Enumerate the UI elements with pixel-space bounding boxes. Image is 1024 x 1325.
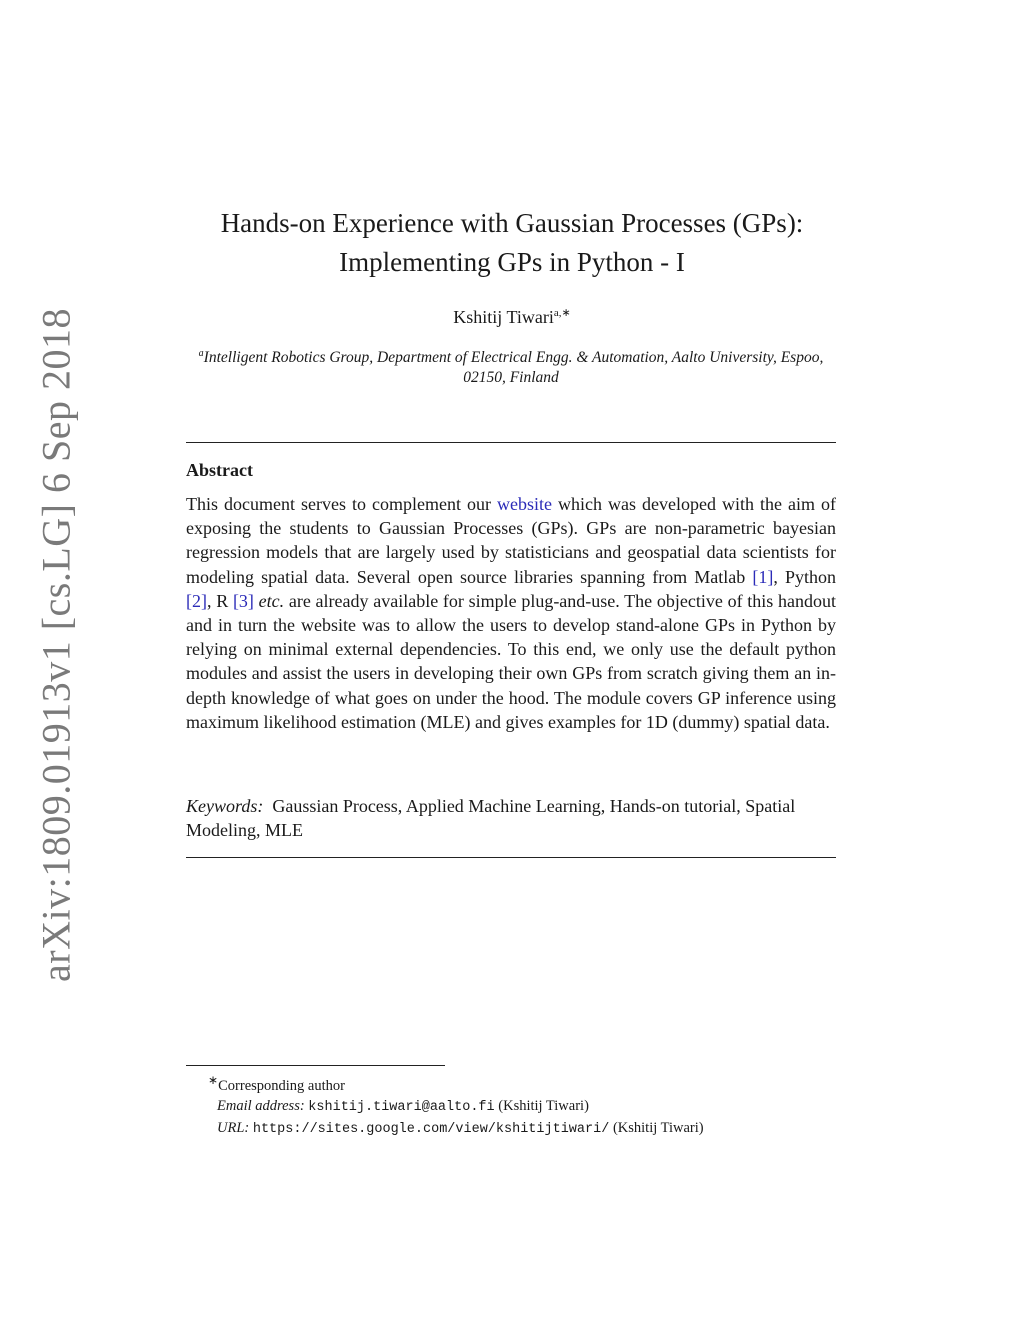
abstract-text-1: This document serves to complement our — [186, 494, 497, 514]
author-name: Kshitij Tiwari — [453, 307, 554, 327]
url-owner: (Kshitij Tiwari) — [612, 1119, 704, 1136]
abstract-heading: Abstract — [186, 460, 253, 480]
top-rule — [186, 442, 836, 443]
citation-2-link[interactable]: [2] — [186, 590, 207, 611]
abstract-etc: etc. — [258, 590, 285, 611]
url-label: URL: — [217, 1119, 250, 1136]
footnote-corresponding-text: Corresponding author — [218, 1077, 345, 1094]
keywords-text: Gaussian Process, Applied Machine Learning, Hands-on tutorial, Spatial Modeling, MLE — [186, 796, 796, 841]
keywords — [186, 794, 836, 842]
paper-title — [150, 204, 874, 282]
email-label: Email address: — [217, 1097, 305, 1114]
affiliation — [186, 344, 836, 388]
title-line-2: Implementing GPs in Python - I — [339, 247, 685, 277]
keywords-label: Keywords: — [186, 796, 264, 816]
abstract-text-4: , R — [207, 590, 233, 611]
arxiv-stamp-text: arXiv:1809.01913v1 [cs.LG] 6 Sep 2018 — [33, 308, 79, 982]
footnote — [186, 1070, 836, 1140]
abstract-body — [186, 492, 836, 734]
email-owner: (Kshitij Tiwari) — [498, 1097, 589, 1114]
abstract-text-5: are already available for simple plug-and-use. The objective of this handout and in turn the website was to allow the users to develop stand-alone GPs in Python by relying on minimal external dependencies. To this end, we only use the default python modules and assist the users in developing their own GPs from scratch giving them an in-depth knowledge of what goes on under the hood. The module covers GP inference using maximum likelihood estimation (MLE) and gives examples for 1D (dummy) spatial data. — [186, 590, 836, 732]
footnote-url — [186, 1118, 836, 1140]
abstract-text-2: which was developed with the aim of exposing the students to Gaussian Processes (GPs). GPs are non-parametric bayesian regression models that are largely used by statisticians and geospatial data scientists for modeling spatial data. Several open source libraries spanning from Matlab — [186, 494, 836, 587]
bottom-rule — [186, 857, 836, 858]
website-link[interactable]: website — [497, 494, 552, 514]
footnote-mark: ∗ — [208, 1073, 219, 1087]
footnote-email — [186, 1096, 836, 1118]
citation-3-link[interactable]: [3] — [232, 590, 254, 611]
footnote-rule — [186, 1065, 445, 1066]
citation-1-link[interactable]: [1] — [752, 566, 774, 587]
abstract-text-3: , Python — [773, 566, 837, 587]
author — [150, 306, 874, 328]
author-marks: a,∗ — [553, 307, 571, 319]
url-link[interactable]: https://sites.google.com/view/kshitijtiwari/ — [252, 1121, 610, 1137]
affiliation-mark: a — [198, 348, 204, 359]
footnote-corresponding — [186, 1070, 836, 1096]
email-link[interactable]: kshitij.tiwari@aalto.fi — [308, 1099, 495, 1115]
affiliation-text: Intelligent Robotics Group, Department of Electrical Engg. & Automation, Aalto University, Espoo, 02150, Finland — [203, 349, 824, 387]
title-line-1: Hands-on Experience with Gaussian Processes (GPs): — [220, 208, 804, 238]
